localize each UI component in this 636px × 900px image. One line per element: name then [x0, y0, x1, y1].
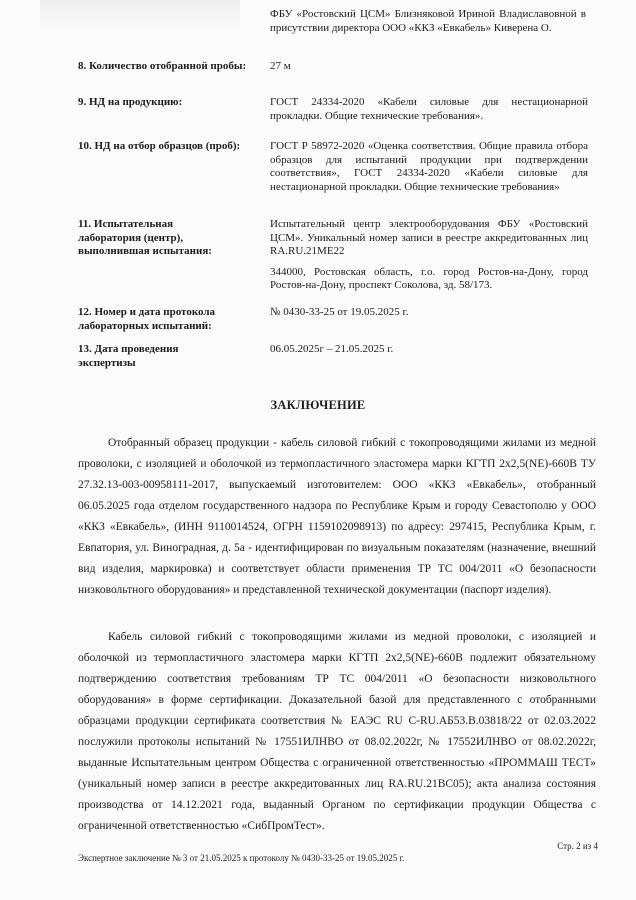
lab-address: 344000, Ростовская область, г.о. город Ростов-на-Дону, город Ростов-на-Дону, проспект Соколова, зд. 58/173. [270, 265, 588, 291]
field-value: 06.05.2025г – 21.05.2025 г. [270, 343, 394, 355]
conclusion-title: ЗАКЛЮЧЕНИЕ [270, 398, 366, 412]
field-value: ФБУ «Ростовский ЦСМ» Близняковой Ириной Владиславовной в присутствии директора ООО «ККЗ «Евкабель» Киверена О. [270, 8, 586, 34]
scan-artifact [40, 0, 240, 34]
page-number: Стр. 2 из 4 [557, 841, 598, 851]
field-label: 8. Количество отобранной пробы: [78, 60, 247, 72]
field-value [270, 218, 588, 293]
field-value: ГОСТ Р 58972-2020 «Оценка соответствия. Общие правила отбора образцов для испытаний продукции при подтверждении соответствия», ГОСТ 24334-2020 «Кабели силовые для нестационарной прокладки. Общие технические требования» [270, 140, 588, 193]
field-label: 11. Испытательная лаборатория (центр), выполнившая испытания: [78, 218, 212, 257]
field-label: 12. Номер и дата протокола лабораторных испытаний: [78, 306, 216, 332]
conclusion-paragraph-2: Кабель силовой гибкий с токопроводящими жилами из медной проволоки, с изоляцией и оболочкой из термопластичного эластомера марки КГТП 2х2,5(NE)-660В подлежит обязательному подтверждению соответствия требованиям ТР ТС 004/2011 «О безопасности низковольтного оборудования» в форме сертификации. Доказательной базой для представленного с отобранными образцами продукции сертификата соответствия № ЕАЭС RU С-RU.АБ53.В.03818/22 от 02.03.2022 послужили протоколы испытаний № 17551ИЛНВО от 08.02.2022г, № 17552ИЛНВО от 08.02.2022г, выданные Испытательным центром Общества с ограниченной ответственностью «ПРОММАШ ТЕСТ» (уникальный номер записи в реестре аккредитованных лиц RA.RU.21ВС05); акта анализа состояния производства от 14.12.2021 года, выданный Органом по сертификации продукции Общества с ограниченной ответственностью «СибПромТест». [78, 631, 596, 832]
footer-note: Экспертное заключение № 3 от 21.05.2025 к протоколу № 0430-33-25 от 19.05.2025 г. [78, 853, 405, 863]
lab-name: Испытательный центр электрооборудования ФБУ «Ростовский ЦСМ». Уникальный номер записи в реестре аккредитованных лиц RA.RU.21МЕ22 [270, 218, 588, 257]
field-label: 13. Дата проведения экспертизы [78, 343, 179, 369]
field-label: 9. НД на продукцию: [78, 96, 183, 108]
field-value: № 0430-33-25 от 19.05.2025 г. [270, 306, 409, 318]
conclusion-paragraph-1: Отобранный образец продукции - кабель силовой гибкий с токопроводящими жилами из медной проволоки, с изоляцией и оболочкой из термопластичного эластомера марки КГТП 2х2,5(NE)-660В ТУ 27.32.13-003-00958111-2017, выпускаемый изготовителем: ООО «ККЗ «Евкабель», отобранный 06.05.2025 года отделом государственного надзора по Республике Крым и городу Севастополю у ООО «ККЗ «Евкабель», (ИНН 9110014524, ОГРН 1159102098913) по адресу: 297415, Республика Крым, г. Евпатория, ул. Виноградная, д. 5а - идентифицирован по визуальным показателям (назначение, внешний вид изделия, маркировка) и соответствует области применения ТР ТС 004/2011 «О безопасности низковольтного оборудования» и представленной технической документации (паспорт изделия). [78, 437, 596, 596]
field-value: 27 м [270, 60, 291, 72]
field-value: ГОСТ 24334-2020 «Кабели силовые для нестационарной прокладки. Общие технические требования». [270, 96, 588, 122]
field-label: 10. НД на отбор образцов (проб): [78, 140, 241, 152]
